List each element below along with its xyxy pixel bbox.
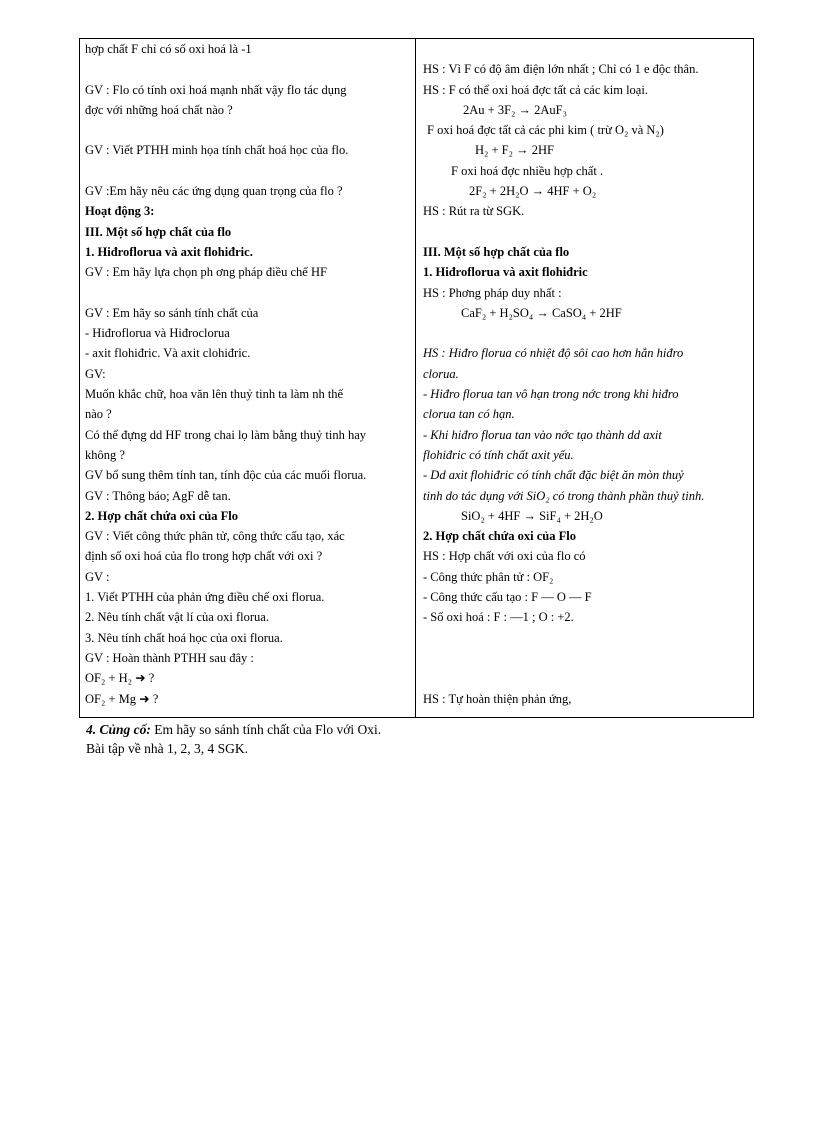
left-line: GV : Viết công thức phân tử, công thức cấu tạo, xác: [85, 529, 345, 544]
activity-heading: Hoạt động 3:: [85, 204, 155, 219]
left-line: - Hiđroflorua và Hiđroclorua: [85, 326, 230, 341]
left-line: GV : Em hãy so sánh tính chất của: [85, 305, 259, 320]
equation: OF₂ + H₂ ➜ ?: [85, 671, 155, 686]
left-line: Muốn khắc chữ, hoa văn lên thuỷ tinh ta làm nh thế: [85, 387, 344, 402]
left-line: GV : Thông báo; AgF dễ tan.: [85, 488, 231, 503]
left-line: hợp chất F chỉ có số oxi hoá là -1: [85, 42, 252, 56]
homework-line: Bài tập về nhà 1, 2, 3, 4 SGK.: [86, 741, 248, 756]
right-line: HS : Hiđro florua có nhiệt độ sôi cao hơn hẳn hiđro: [423, 346, 684, 361]
equation: H₂ + F₂ → 2HF: [475, 143, 554, 158]
left-line: GV:: [85, 366, 106, 381]
subsection-heading: 2. Hợp chất chứa oxi của Flo: [85, 508, 238, 523]
right-line: - Công thức phân tử : OF₂: [423, 569, 554, 584]
left-line: GV : Em hãy lựa chọn ph ơng pháp điều chế HF: [85, 265, 327, 280]
lesson-footer: [86, 720, 381, 758]
right-line: tinh do tác dụng với SiO₂ có trong thành phần thuỷ tinh.: [423, 488, 705, 503]
right-line: HS : F có thể oxi hoá đợc tất cả các kim loại.: [423, 82, 648, 97]
equation: SiO₂ + 4HF → SiF₄ + 2H₂O: [461, 508, 603, 523]
equation: CaF₂ + H₂SO₄ → CaSO₄ + 2HF: [461, 305, 622, 320]
right-line: [423, 323, 748, 343]
section-heading: III. Một số hợp chất của flo: [423, 244, 570, 259]
left-line: - axit flohiđric. Và axit clohiđric.: [85, 346, 251, 361]
left-line: nào ?: [85, 407, 112, 422]
right-line: clorua tan có hạn.: [423, 407, 515, 422]
right-line: [423, 648, 748, 668]
left-line: [85, 283, 411, 303]
left-line: [85, 161, 411, 181]
equation: OF₂ + Mg ➜ ?: [85, 691, 159, 706]
left-line: GV : Flo có tính oxi hoá mạnh nhất vậy flo tác dụng: [85, 82, 347, 97]
right-line: - Dd axit flohiđric có tính chất đặc biệt ăn mòn thuỷ: [423, 468, 684, 483]
lesson-table: [79, 38, 754, 718]
left-line: định số oxi hoá của flo trong hợp chất với oxi ?: [85, 549, 323, 564]
subsection-heading: 1. Hiđroflorua và axit flohiđric: [423, 265, 588, 280]
left-line: 1. Viết PTHH của phản ứng điều chế oxi florua.: [85, 590, 325, 605]
right-line: HS : Rút ra từ SGK.: [423, 204, 525, 219]
consolidation-line: [86, 720, 381, 739]
right-line: clorua.: [423, 366, 459, 381]
right-line: HS : Hợp chất với oxi của flo có: [423, 549, 586, 564]
equation: 2F₂ + 2H₂O → 4HF + O₂: [469, 184, 597, 199]
left-line: GV :Em hãy nêu các ứng dụng quan trọng của flo ?: [85, 184, 343, 199]
right-line: [423, 628, 748, 648]
right-line: HS : Phơng pháp duy nhất :: [423, 285, 562, 300]
right-line: HS : Vì F có độ âm điện lớn nhất ; Chỉ có 1 e độc thân.: [423, 62, 699, 77]
left-line: GV bổ sung thêm tính tan, tính độc của các muối florua.: [85, 468, 367, 483]
right-line: HS : Tự hoàn thiện phản ứng,: [423, 691, 572, 706]
right-line: [423, 222, 748, 242]
left-line: [85, 120, 411, 140]
left-line: 3. Nêu tính chất hoá học của oxi florua.: [85, 630, 283, 645]
right-line: [423, 39, 748, 59]
right-line: - Công thức cấu tạo : F — O — F: [423, 590, 592, 605]
left-line: GV : Viết PTHH minh họa tính chất hoá học của flo.: [85, 143, 349, 158]
subsection-heading: 1. Hiđroflorua và axit flohiđric.: [85, 244, 253, 259]
section-heading: III. Một số hợp chất của flo: [85, 224, 232, 239]
left-line: Có thể đựng dd HF trong chai lọ làm bằng thuỷ tinh hay: [85, 427, 367, 442]
left-line: đợc với những hoá chất nào ?: [85, 102, 233, 117]
right-line: F oxi hoá đợc tất cả các phi kim ( trừ O₂ và N₂): [427, 123, 664, 138]
right-line: flohiđric có tính chất axit yếu.: [423, 447, 574, 462]
consolidation-text: Em hãy so sánh tính chất của Flo với Oxi.: [150, 722, 382, 737]
left-line: không ?: [85, 447, 125, 462]
right-line: - Khi hiđro florua tan vào nớc tạo thành dd axit: [423, 427, 662, 442]
right-line: [423, 668, 748, 688]
right-line: - Số oxi hoá : F : —1 ; O : +2.: [423, 610, 574, 625]
left-line: GV : Hoàn thành PTHH sau đây :: [85, 650, 254, 665]
consolidation-label: 4. Củng cố:: [86, 722, 151, 737]
right-line: F oxi hoá đợc nhiều hợp chất .: [451, 163, 604, 178]
column-divider: [415, 39, 416, 717]
teacher-column: [85, 39, 411, 709]
equation: 2Au + 3F₂ → 2AuF₃: [463, 102, 567, 117]
left-line: GV :: [85, 569, 110, 584]
left-line: [85, 59, 411, 79]
left-line: 2. Nêu tính chất vật lí của oxi florua.: [85, 610, 269, 625]
student-column: [423, 39, 748, 709]
subsection-heading: 2. Hợp chất chứa oxi của Flo: [423, 529, 576, 544]
right-line: - Hiđro florua tan vô hạn trong nớc trong khi hiđro: [423, 387, 679, 402]
